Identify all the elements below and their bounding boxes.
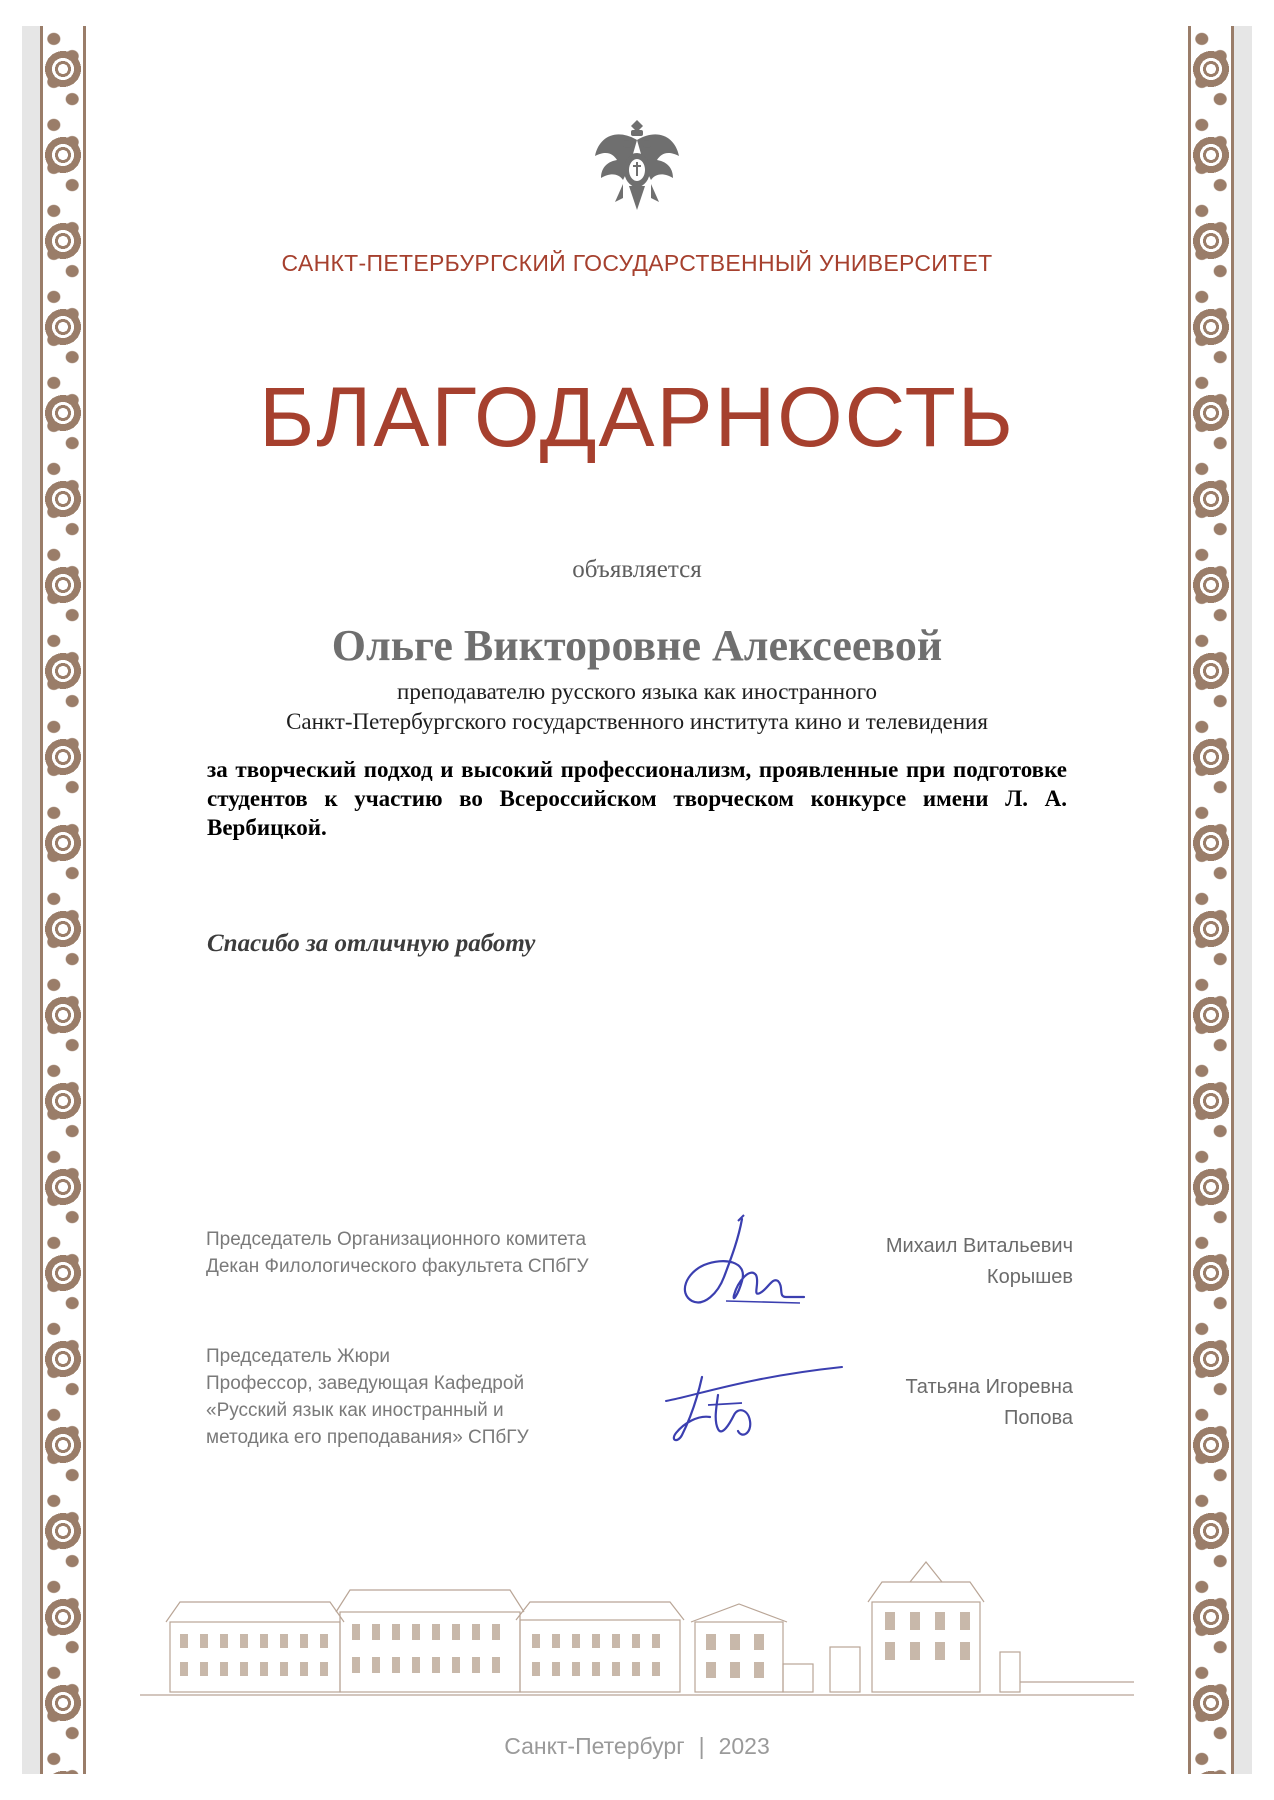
reason-text: за творческий подход и высокий профессионализм, проявленные при подготовке студентов к участию во Всероссийском творческом конкурсе имени Л. А. Вербицкой. [207, 757, 1067, 840]
document-title: БЛАГОДАРНОСТЬ [259, 370, 1015, 464]
position-line-2: Санкт-Петербургского государственного института кино и телевидения [286, 709, 988, 734]
footer-year: 2023 [718, 1733, 770, 1759]
left-ornamental-border [40, 26, 86, 1774]
signatory-1-name-line-1: Михаил Витальевич [885, 1235, 1073, 1257]
signatory-2-role [206, 1343, 529, 1451]
recipient-position [0, 677, 1274, 737]
signatory-1-role [206, 1226, 589, 1280]
position-line-1: преподавателю русского языка как иностранного [397, 679, 877, 704]
footer-separator: | [698, 1733, 705, 1759]
signatory-1-role-line-1: Председатель Организационного комитета [206, 1229, 587, 1250]
right-page-edge [1232, 26, 1252, 1774]
signatory-2-role-line-4: методика его преподавания» СПбГУ [206, 1427, 529, 1448]
recipient-name: Ольге Викторовне Алексеевой [331, 621, 943, 670]
signatory-2-name [905, 1372, 1073, 1434]
right-ornamental-border [1188, 26, 1234, 1774]
university-name: САНКТ-ПЕТЕРБУРГСКИЙ ГОСУДАРСТВЕННЫЙ УНИВЕРСИТЕТ [281, 250, 993, 276]
footer [0, 1733, 1274, 1760]
signatory-2-role-line-3: «Русский язык как иностранный и [206, 1400, 504, 1421]
signatory-2-name-line-1: Татьяна Игоревна [905, 1376, 1073, 1398]
signatory-1-role-line-2: Декан Филологического факультета СПбГУ [206, 1256, 589, 1277]
signature-2-icon [658, 1355, 843, 1447]
thanks-text: Спасибо за отличную работу [207, 930, 536, 957]
declared-text: объявляется [572, 556, 702, 583]
signatory-1-name [886, 1231, 1073, 1293]
signature-1-icon [668, 1211, 808, 1317]
left-page-edge [22, 26, 42, 1774]
signatory-2-name-line-2: Попова [1004, 1407, 1073, 1429]
spbu-emblem-icon [587, 110, 687, 220]
signatory-2-role-line-2: Профессор, заведующая Кафедрой [206, 1373, 525, 1394]
signatory-1-name-line-2: Корышев [986, 1266, 1073, 1288]
footer-city: Санкт-Петербург [504, 1733, 685, 1759]
university-buildings-illustration [140, 1542, 1134, 1700]
signatory-2-role-line-1: Председатель Жюри [206, 1346, 391, 1367]
